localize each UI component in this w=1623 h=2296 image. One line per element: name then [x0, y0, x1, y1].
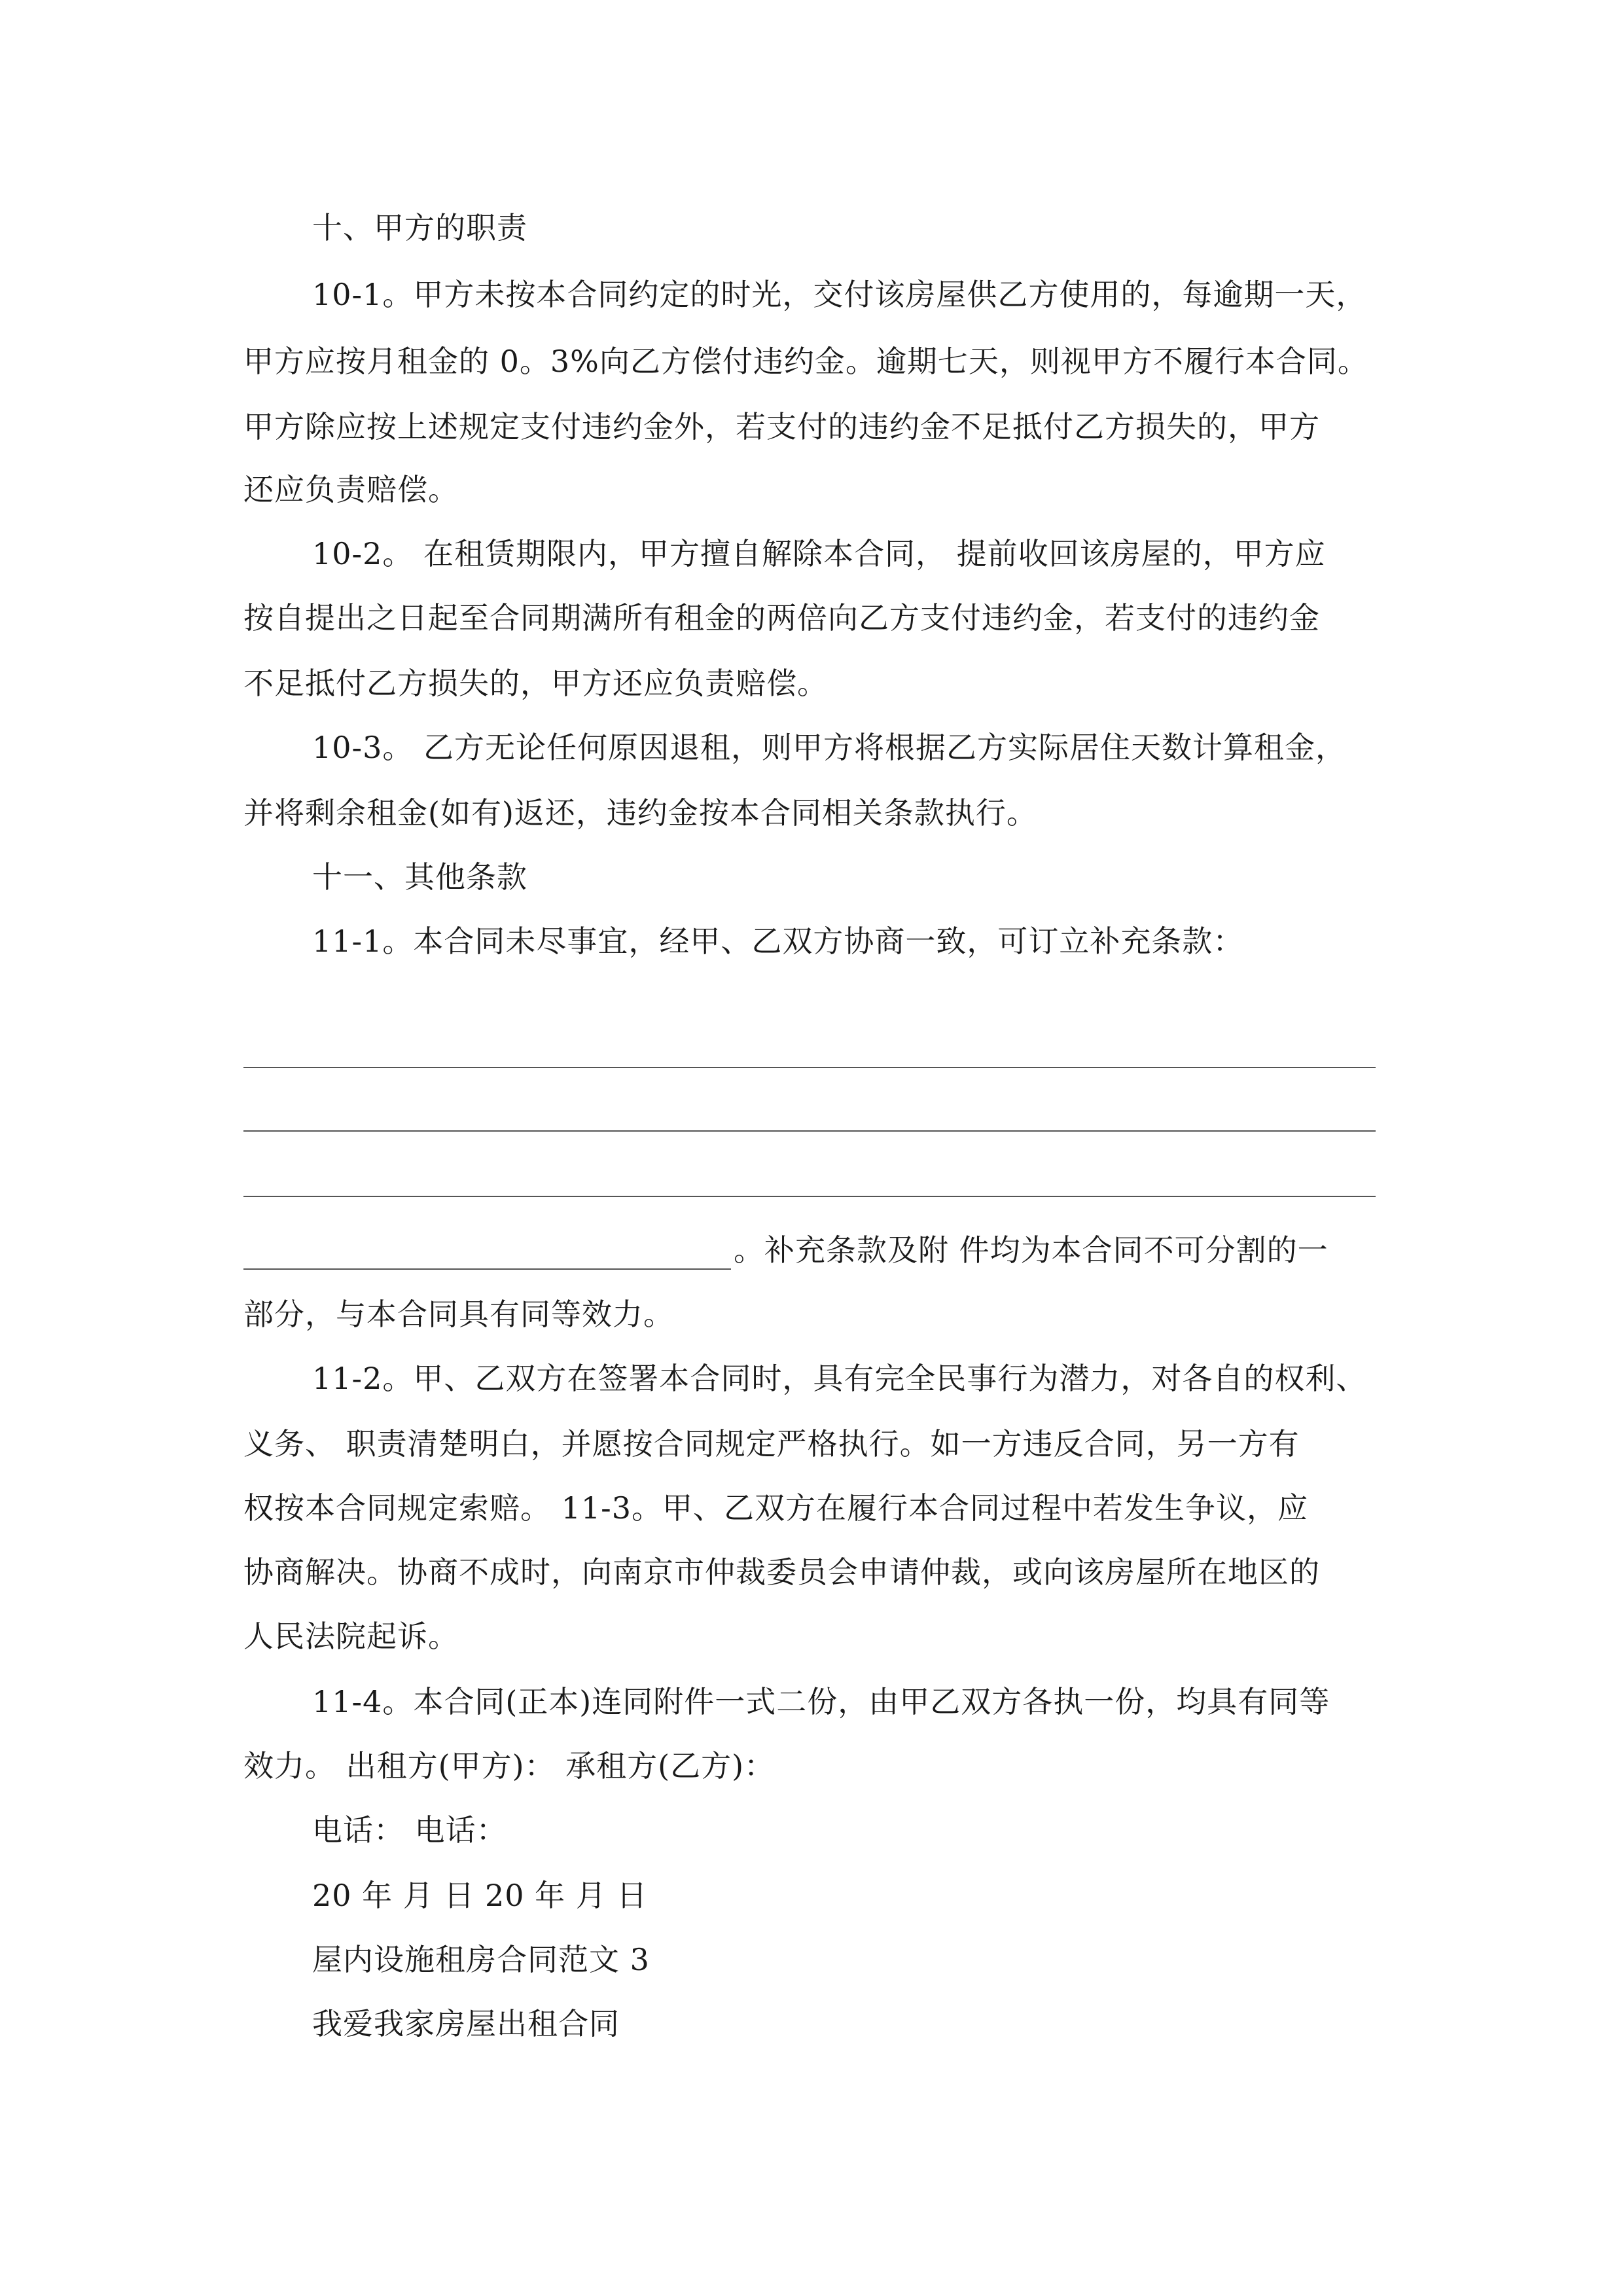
- section-10-heading: 十、甲方的职责: [312, 210, 527, 245]
- clause-11-2-line-4: 协商解决。协商不成时，向南京市仲裁委员会申请仲裁，或向该房屋所在地区的: [243, 1554, 1320, 1590]
- clause-10-1-line-1: 10-1。甲方未按本合同约定的时光，交付该房屋供乙方使用的，每逾期一天，: [312, 277, 1367, 312]
- blank-fill-line-1[interactable]: [243, 1067, 1376, 1068]
- clause-11-1-line-1: 11-1。本合同未尽事宜，经甲、乙双方协商一致，可订立补充条款：: [312, 924, 1244, 959]
- clause-11-2-line-1: 11-2。甲、乙双方在签署本合同时，具有完全民事行为潜力，对各自的权利、: [312, 1361, 1367, 1396]
- clause-11-4-line-1: 11-4。本合同(正本)连同附件一式二份，由甲乙双方各执一份，均具有同等: [312, 1684, 1330, 1719]
- clause-10-1-line-4: 还应负责赔偿。: [243, 472, 459, 507]
- clause-11-2-line-3: 权按本合同规定索赔。 11-3。甲、乙双方在履行本合同过程中若发生争议，应: [243, 1490, 1308, 1526]
- clause-10-1-line-2: 甲方应按月租金的 0。3%向乙方偿付违约金。逾期七天，则视甲方不履行本合同。: [243, 344, 1368, 379]
- contract-subtitle: 我爱我家房屋出租合同: [312, 2006, 620, 2041]
- clause-10-2-line-3: 不足抵付乙方损失的，甲方还应负责赔偿。: [243, 666, 828, 701]
- clause-11-1-line-last: 部分，与本合同具有同等效力。: [243, 1297, 674, 1332]
- date-line: 20 年 月 日 20 年 月 日: [312, 1878, 648, 1913]
- clause-10-2-line-1: 10-2。 在租赁期限内，甲方擅自解除本合同， 提前收回该房屋的，甲方应: [312, 536, 1326, 571]
- clause-11-4-line-2: 效力。 出租方(甲方)： 承租方(乙方)：: [243, 1748, 776, 1784]
- clause-10-3-line-2: 并将剩余租金(如有)返还，违约金按本合同相关条款执行。: [243, 795, 1037, 831]
- blank-fill-line-3[interactable]: [243, 1196, 1376, 1197]
- clause-10-3-line-1: 10-3。 乙方无论任何原因退租，则甲方将根据乙方实际居住天数计算租金，: [312, 730, 1346, 765]
- clause-11-2-line-2: 义务、 职责清楚明白，并愿按合同规定严格执行。如一方违反合同，另一方有: [243, 1426, 1300, 1462]
- clause-10-2-line-2: 按自提出之日起至合同期满所有租金的两倍向乙方支付违约金，若支付的违约金: [243, 600, 1320, 636]
- blank-fill-line-2[interactable]: [243, 1130, 1376, 1132]
- phone-line: 电话： 电话：: [312, 1812, 507, 1848]
- clause-11-1-after-blank: 。补充条款及附 件均为本合同不可分割的一: [734, 1232, 1329, 1268]
- contract-title-3: 屋内设施租房合同范文 3: [312, 1942, 650, 1977]
- clause-11-2-line-5: 人民法院起诉。: [243, 1619, 459, 1654]
- section-11-heading: 十一、其他条款: [312, 859, 527, 895]
- clause-10-1-line-3: 甲方除应按上述规定支付违约金外，若支付的违约金不足抵付乙方损失的，甲方: [243, 409, 1320, 444]
- clause-11-1-supplement-line: [243, 1230, 1329, 1270]
- blank-fill-line-4[interactable]: [243, 1240, 731, 1270]
